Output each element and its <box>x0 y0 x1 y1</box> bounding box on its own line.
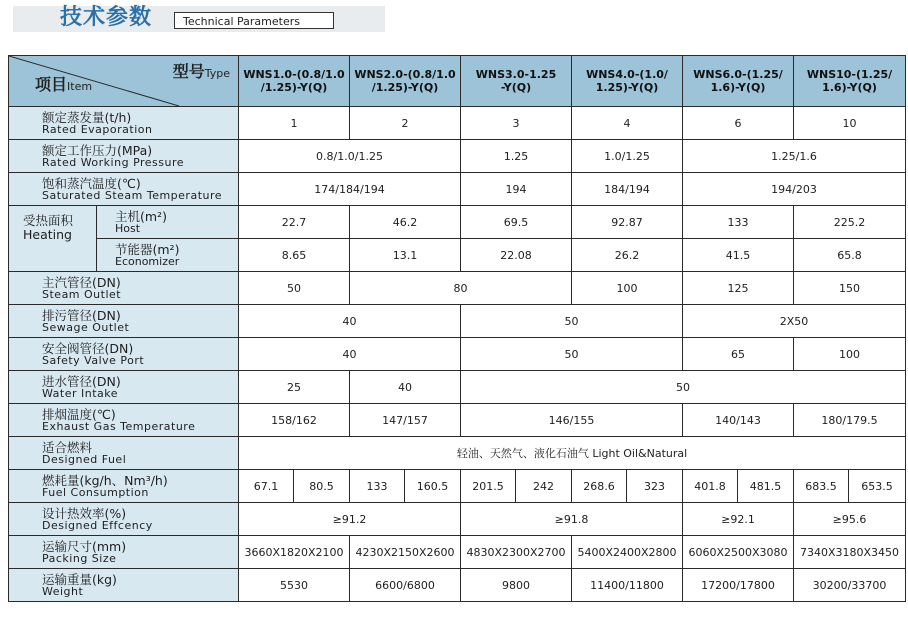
table-cell: 100 <box>572 272 683 305</box>
table-cell: ≥95.6 <box>794 503 906 536</box>
corner-item-label: 项目Item <box>35 75 93 94</box>
table-cell: 40 <box>239 305 461 338</box>
table-cell: 4 <box>572 107 683 140</box>
table-cell: 194/203 <box>683 173 906 206</box>
table-row <box>9 338 906 371</box>
table-cell: 133 <box>350 470 405 503</box>
row-label-steam-outlet: 主汽管径(DN) Steam Outlet <box>9 272 239 305</box>
table-row <box>9 140 906 173</box>
table-cell: ≥91.8 <box>461 503 683 536</box>
technical-parameters-table <box>8 55 906 602</box>
model-header: WNS6.0-(1.25/ 1.6)-Y(Q) <box>683 56 794 107</box>
table-cell: 147/157 <box>350 404 461 437</box>
table-cell: 30200/33700 <box>794 569 906 602</box>
table-cell: 50 <box>461 305 683 338</box>
table-cell: 5400X2400X2800 <box>572 536 683 569</box>
table-cell: 225.2 <box>794 206 906 239</box>
row-label-exhaust-temp: 排烟温度(℃) Exhaust Gas Temperature <box>9 404 239 437</box>
table-cell: 26.2 <box>572 239 683 272</box>
table-cell: 481.5 <box>738 470 794 503</box>
row-label-heating: 受热面积 Heating <box>9 206 97 272</box>
table-cell: 158/162 <box>239 404 350 437</box>
table-row <box>9 437 906 470</box>
row-label-consumption: 燃耗量(kg/h、Nm³/h) Fuel Consumption <box>9 470 239 503</box>
table-cell: 9800 <box>461 569 572 602</box>
table-cell: 140/143 <box>683 404 794 437</box>
table-cell: 69.5 <box>461 206 572 239</box>
table-cell: 3 <box>461 107 572 140</box>
table-cell: 683.5 <box>794 470 849 503</box>
table-cell: 67.1 <box>239 470 294 503</box>
table-cell: 7340X3180X3450 <box>794 536 906 569</box>
row-label-weight: 运输重量(kg) Weight <box>9 569 239 602</box>
table-cell: 轻油、天然气、液化石油气 Light Oil&Natural <box>239 437 906 470</box>
table-cell: 6 <box>683 107 794 140</box>
table-cell: 40 <box>239 338 461 371</box>
table-cell: 41.5 <box>683 239 794 272</box>
table-row <box>9 470 906 503</box>
table-cell: 65.8 <box>794 239 906 272</box>
table-cell: 17200/17800 <box>683 569 794 602</box>
row-label-sewage-outlet: 排污管径(DN) Sewage Outlet <box>9 305 239 338</box>
table-cell: 22.08 <box>461 239 572 272</box>
table-row <box>9 206 906 239</box>
table-cell: 150 <box>794 272 906 305</box>
row-label-safety-valve: 安全阀管径(DN) Safety Valve Port <box>9 338 239 371</box>
table-cell: 10 <box>794 107 906 140</box>
table-cell: 146/155 <box>461 404 683 437</box>
table-cell: 184/194 <box>572 173 683 206</box>
table-cell: 133 <box>683 206 794 239</box>
table-cell: 268.6 <box>572 470 627 503</box>
table-cell: 4830X2300X2700 <box>461 536 572 569</box>
row-label-host: 主机(m²) Host <box>97 206 239 239</box>
table-row <box>9 173 906 206</box>
table-cell: 194 <box>461 173 572 206</box>
table-cell: 323 <box>627 470 683 503</box>
table-cell: 160.5 <box>405 470 461 503</box>
table-cell: 4230X2150X2600 <box>350 536 461 569</box>
table-cell: 25 <box>239 371 350 404</box>
table-cell: 125 <box>683 272 794 305</box>
table-cell: 6600/6800 <box>350 569 461 602</box>
table-cell: 2X50 <box>683 305 906 338</box>
table-cell: 100 <box>794 338 906 371</box>
table-cell: 1.0/1.25 <box>572 140 683 173</box>
model-header: WNS2.0-(0.8/1.0 /1.25)-Y(Q) <box>350 56 461 107</box>
table-cell: 1 <box>239 107 350 140</box>
table-cell: 92.87 <box>572 206 683 239</box>
row-label-packing-size: 运输尺寸(mm) Packing Size <box>9 536 239 569</box>
table-cell: 242 <box>516 470 572 503</box>
table-row <box>9 536 906 569</box>
table-cell: 174/184/194 <box>239 173 461 206</box>
table-cell: 80.5 <box>294 470 350 503</box>
table-cell: 201.5 <box>461 470 516 503</box>
row-label-fuel: 适合燃料 Designed Fuel <box>9 437 239 470</box>
table-cell: 5530 <box>239 569 350 602</box>
table-cell: 180/179.5 <box>794 404 906 437</box>
table-row <box>9 239 906 272</box>
model-header: WNS1.0-(0.8/1.0 /1.25)-Y(Q) <box>239 56 350 107</box>
row-label-evaporation: 额定蒸发量(t/h) Rated Evaporation <box>9 107 239 140</box>
row-label-saturated-temp: 饱和蒸汽温度(℃) Saturated Steam Temperature <box>9 173 239 206</box>
model-header: WNS4.0-(1.0/ 1.25)-Y(Q) <box>572 56 683 107</box>
page-title: 技术参数 <box>60 5 153 30</box>
table-cell: 50 <box>461 371 906 404</box>
table-cell: 46.2 <box>350 206 461 239</box>
table-row <box>9 305 906 338</box>
table-row <box>9 404 906 437</box>
table-cell: 1.25/1.6 <box>683 140 906 173</box>
table-cell: 22.7 <box>239 206 350 239</box>
row-label-economizer: 节能器(m²) Economizer <box>97 239 239 272</box>
table-cell: 0.8/1.0/1.25 <box>239 140 461 173</box>
table-row <box>9 569 906 602</box>
table-cell: 653.5 <box>849 470 906 503</box>
corner-type-label: 型号Type <box>172 62 230 81</box>
table-cell: 401.8 <box>683 470 738 503</box>
table-cell: 80 <box>350 272 572 305</box>
table-cell: 13.1 <box>350 239 461 272</box>
table-row <box>9 272 906 305</box>
table-cell: ≥92.1 <box>683 503 794 536</box>
table-cell: 1.25 <box>461 140 572 173</box>
corner-header-cell <box>9 56 239 107</box>
table-cell: 50 <box>461 338 683 371</box>
table-cell: 3660X1820X2100 <box>239 536 350 569</box>
table-cell: 8.65 <box>239 239 350 272</box>
page-subtitle-box: Technical Parameters <box>174 12 334 29</box>
model-header: WNS3.0-1.25 -Y(Q) <box>461 56 572 107</box>
table-cell: 40 <box>350 371 461 404</box>
table-cell: 11400/11800 <box>572 569 683 602</box>
table-row <box>9 503 906 536</box>
table-cell: 6060X2500X3080 <box>683 536 794 569</box>
table-row <box>9 107 906 140</box>
table-row <box>9 371 906 404</box>
table-cell: 50 <box>239 272 350 305</box>
row-label-efficiency: 设计热效率(%) Designed Effcency <box>9 503 239 536</box>
table-cell: ≥91.2 <box>239 503 461 536</box>
table-cell: 2 <box>350 107 461 140</box>
row-label-water-intake: 进水管径(DN) Water Intake <box>9 371 239 404</box>
table-cell: 65 <box>683 338 794 371</box>
header-row <box>9 56 906 107</box>
model-header: WNS10-(1.25/ 1.6)-Y(Q) <box>794 56 906 107</box>
row-label-pressure: 额定工作压力(MPa) Rated Working Pressure <box>9 140 239 173</box>
